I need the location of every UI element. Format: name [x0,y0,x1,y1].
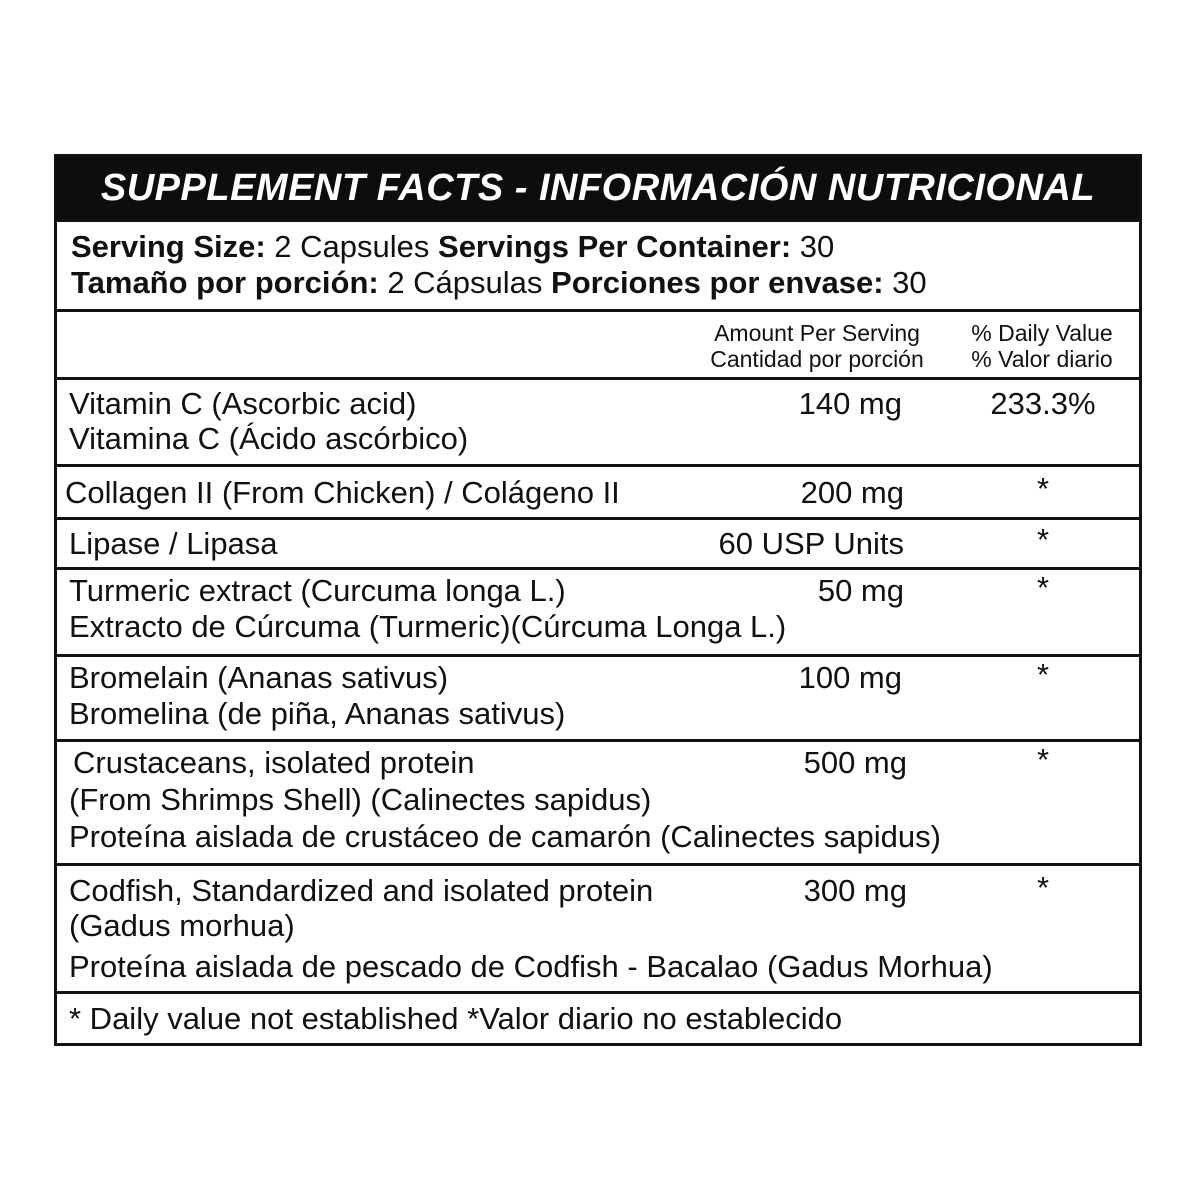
ingredient-name-es: Vitamina C (Ácido ascórbico) [69,421,469,456]
serving-size-label: Serving Size: [71,229,266,264]
ingredient-amount: 200 mg [800,475,904,510]
column-headers [57,309,1139,377]
ingredient-row [57,377,1139,464]
ingredient-daily-value: * [1036,570,1050,605]
porciones-envase-value: 30 [883,265,927,300]
ingredient-daily-value: 233.3% [990,386,1096,421]
ingredient-daily-value: * [1036,870,1050,905]
tamano-porcion-value: 2 Cápsulas [378,265,552,300]
tamano-porcion-label: Tamaño por porción: [71,265,379,300]
ingredient-amount: 100 mg [798,660,902,695]
footnote-row [57,991,1139,1043]
ingredient-amount: 60 USP Units [718,526,904,561]
ingredient-row [57,654,1139,739]
serving-line-es [71,265,927,301]
ingredient-name: Collagen II (From Chicken) / Colágeno II [65,475,620,510]
ingredient-name-es: Bromelina (de piña, Ananas sativus) [69,696,566,731]
ingredient-daily-value: * [1036,742,1050,777]
ingredient-daily-value: * [1036,522,1050,557]
serving-size-value: 2 Capsules [265,229,439,264]
ingredient-amount: 140 mg [798,386,902,421]
amount-header-es: Cantidad por porción [710,346,924,372]
ingredient-daily-value: * [1036,657,1050,692]
amount-header-en: Amount Per Serving [714,320,920,346]
ingredient-name-source: (From Shrimps Shell) (Calinectes sapidus) [69,782,652,817]
ingredient-row [57,517,1139,567]
ingredient-daily-value: * [1036,471,1050,506]
ingredient-name-source: (Gadus morhua) [69,908,295,943]
servings-per-container-value: 30 [791,229,835,264]
ingredient-name: Codfish, Standardized and isolated protein [69,873,654,908]
ingredient-row [57,863,1139,991]
ingredient-row [57,567,1139,654]
ingredient-name-es: Proteína aislada de crustáceo de camarón (Calinectes sapidus) [69,819,941,854]
ingredient-name-es: Extracto de Cúrcuma (Turmeric)(Cúrcuma Longa L.) [69,609,787,644]
serving-info [57,219,1139,309]
ingredient-amount: 300 mg [803,873,907,908]
panel-title: SUPPLEMENT FACTS - INFORMACIÓN NUTRICIONAL [57,157,1139,219]
servings-per-container-label: Servings Per Container: [438,229,792,264]
ingredient-name: Bromelain (Ananas sativus) [69,660,449,695]
porciones-envase-label: Porciones por envase: [551,265,884,300]
supplement-facts-panel [54,154,1142,1046]
ingredient-name: Turmeric extract (Curcuma longa L.) [69,573,566,608]
ingredient-name-es: Proteína aislada de pescado de Codfish - Bacalao (Gadus Morhua) [69,949,993,984]
dv-header-es: % Valor diario [971,346,1113,372]
footnote: * Daily value not established *Valor diario no establecido [69,1001,843,1036]
ingredient-row [57,464,1139,517]
ingredient-amount: 50 mg [817,573,904,608]
ingredient-name: Crustaceans, isolated protein [73,745,475,780]
ingredient-row [57,739,1139,863]
ingredient-amount: 500 mg [803,745,907,780]
dv-header-en: % Daily Value [971,320,1113,346]
ingredient-name: Lipase / Lipasa [69,526,278,561]
serving-line-en [71,229,834,265]
ingredient-name: Vitamin C (Ascorbic acid) [69,386,417,421]
